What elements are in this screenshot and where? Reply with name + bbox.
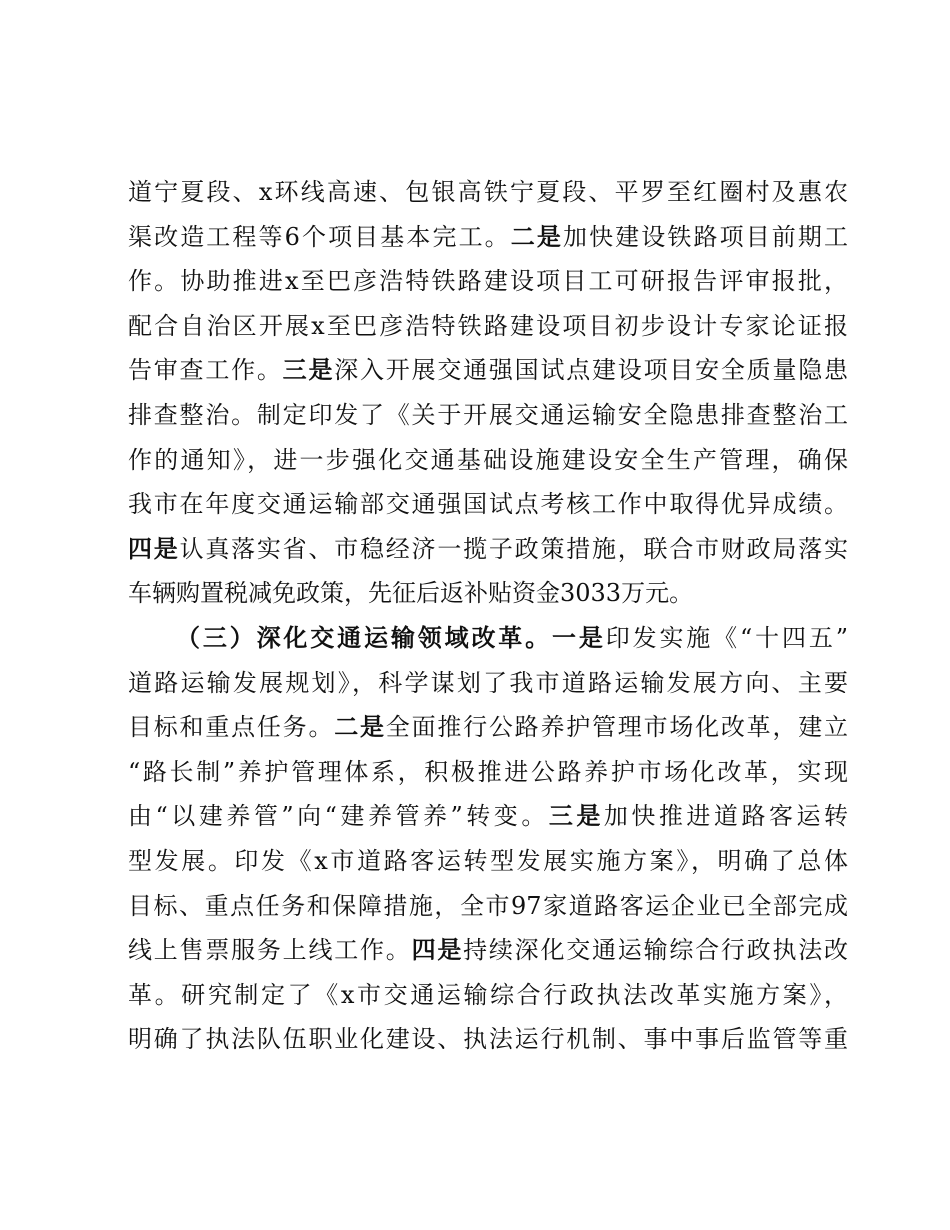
text-line [128,170,848,215]
text-line [128,705,848,750]
text-run: 加快建设铁路项目前期工 [562,222,848,251]
text-line [128,527,848,572]
text-line [128,661,848,706]
text-run: 配合自治区开展x至巴彦浩特铁路建设项目初步设计专家论证报 [128,311,848,340]
text-line [128,794,848,839]
text-run: 加快推进道路客运转 [603,802,848,831]
text-run: 线上售票服务上线工作。 [128,936,412,965]
text-run: 认真落实省、市稳经济一揽子政策措施，联合市财政局落实 [179,534,849,563]
section-heading: （三）深化交通运输领域改革。 [176,622,553,652]
text-line [128,304,848,349]
text-run: 车辆购置税减免政策，先征后返补贴资金3033万元。 [128,579,694,608]
text-run: 排查整治。制定印发了《关于开展交通运输安全隐患排查整治工 [128,400,848,429]
text-line [128,884,848,929]
text-run: 印发实施《“十四五” [605,623,848,652]
text-line [128,973,848,1018]
bold-run: 二是 [510,221,563,251]
text-run: 道路运输发展规划》，科学谋划了我市道路运输发展方向、主要 [128,668,848,697]
text-line [128,438,848,483]
text-line [128,839,848,884]
text-run: 全面推行公路养护管理市场化改革，建立 [385,713,849,742]
text-line [128,928,848,973]
bold-run: 四是 [128,533,180,563]
text-run: 告审查工作。 [128,356,283,385]
section-heading-line [128,616,848,661]
text-line [128,482,848,527]
text-run: 渠改造工程等6个项目基本完工。 [128,222,511,251]
text-run: 我市在年度交通运输部交通强国试点考核工作中取得优异成绩。 [128,490,848,519]
text-line [128,571,848,616]
text-run: 革。研究制定了《x市交通运输综合行政执法改革实施方案》， [128,980,848,1009]
text-run: 持续深化交通运输综合行政执法改 [463,936,849,965]
bold-run: 二是 [334,712,386,742]
text-line [128,259,848,304]
bold-run: 三是 [548,801,604,831]
text-run: 道宁夏段、x环线高速、包银高铁宁夏段、平罗至红圈村及惠农 [128,178,848,206]
text-run: 目标、重点任务和保障措施，全市97家道路客运企业已全部完成 [128,891,848,920]
text-run: 型发展。印发《x市道路客运转型发展实施方案》，明确了总体 [128,846,848,875]
text-run: 目标和重点任务。 [128,713,335,742]
text-line [128,348,848,393]
text-run: 明确了执法队伍职业化建设、执法运行机制、事中事后监管等重 [128,1025,848,1054]
bold-run: 三是 [282,355,335,385]
text-run: “路长制”养护管理体系，积极推进公路养护市场化改革，实现 [128,757,848,786]
bold-run: 四是 [411,935,464,965]
text-run: 作的通知》，进一步强化交通基础设施建设安全生产管理，确保 [128,445,848,474]
text-line [128,393,848,438]
text-line [128,215,848,260]
body-text [128,170,848,1062]
bold-run: 一是 [552,622,606,652]
text-run: 由“以建养管”向“建养管养”转变。 [128,802,549,831]
text-run: 作。协助推进x至巴彦浩特铁路建设项目工可研报告评审报批， [128,267,848,296]
text-line [128,750,848,795]
text-run: 深入开展交通强国试点建设项目安全质量隐患 [334,356,849,385]
text-line [128,1017,848,1062]
